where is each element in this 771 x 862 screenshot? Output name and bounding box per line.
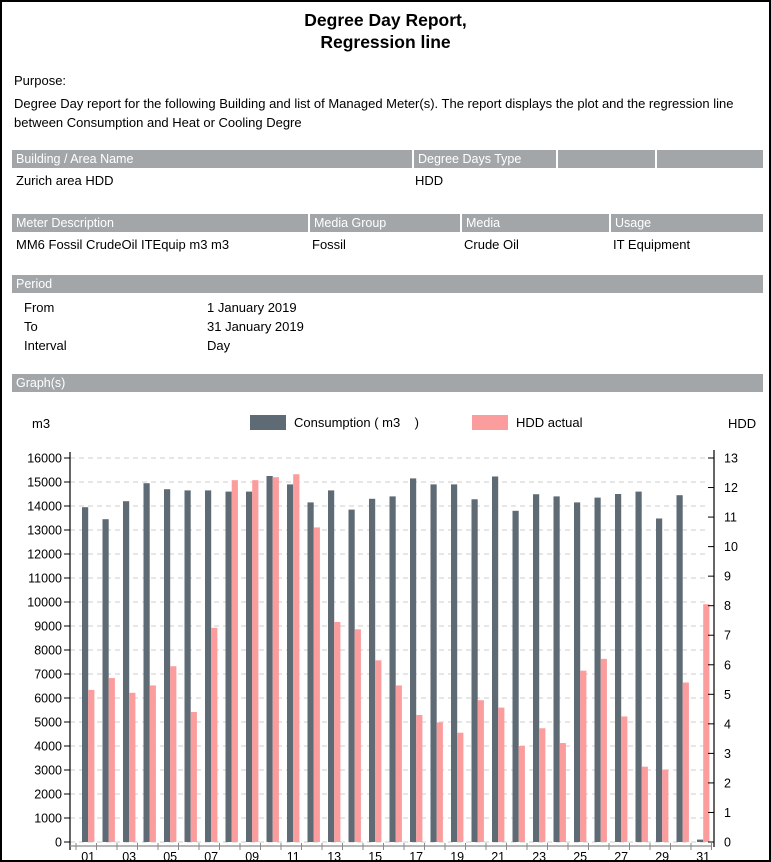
degree-days-type-value: HDD bbox=[415, 173, 444, 188]
consumption-bar bbox=[554, 496, 560, 842]
right-axis-tick-label: 7 bbox=[724, 628, 731, 643]
consumption-bar bbox=[103, 519, 109, 842]
hdd-bar bbox=[334, 622, 340, 842]
hdd-bar bbox=[642, 767, 648, 842]
consumption-bar bbox=[82, 507, 88, 842]
report-title-line2: Regression line bbox=[320, 32, 451, 52]
hdd-bar bbox=[273, 477, 279, 842]
x-axis-label: 07 bbox=[204, 850, 219, 862]
hdd-bar bbox=[191, 712, 197, 842]
left-axis-tick-label: 13000 bbox=[27, 523, 62, 538]
building-table-header bbox=[12, 150, 763, 168]
consumption-bar bbox=[349, 510, 355, 842]
hdd-bar bbox=[519, 746, 525, 842]
x-axis-label: 29 bbox=[655, 850, 670, 862]
right-axis-tick-label: 10 bbox=[724, 540, 738, 555]
x-axis-label: 31 bbox=[696, 850, 711, 862]
left-axis-tick-label: 1000 bbox=[34, 811, 62, 826]
period-interval-value: Day bbox=[207, 338, 231, 353]
consumption-bar bbox=[697, 840, 703, 842]
hdd-bar bbox=[293, 474, 299, 842]
media-group-value: Fossil bbox=[312, 237, 346, 252]
consumption-bar bbox=[656, 518, 662, 842]
hdd-bar bbox=[539, 728, 545, 842]
right-axis-tick-label: 0 bbox=[724, 835, 731, 850]
left-axis-tick-label: 10000 bbox=[27, 595, 62, 610]
right-axis-tick-label: 4 bbox=[724, 717, 731, 732]
building-table-header-empty1 bbox=[556, 150, 655, 168]
left-axis-tick-label: 8000 bbox=[34, 643, 62, 658]
hdd-bar bbox=[498, 708, 504, 842]
hdd-bar bbox=[396, 685, 402, 842]
consumption-bar bbox=[205, 490, 211, 842]
meter-table-header bbox=[12, 214, 763, 232]
hdd-bar bbox=[232, 480, 238, 842]
consumption-bar bbox=[267, 476, 273, 842]
consumption-bar bbox=[513, 511, 519, 842]
meter-table-header-description: Meter Description bbox=[16, 216, 114, 230]
period-from-value: 1 January 2019 bbox=[207, 300, 297, 315]
hdd-legend-label: HDD actual bbox=[516, 415, 583, 430]
left-axis-tick-label: 3000 bbox=[34, 763, 62, 778]
left-axis-tick-label: 7000 bbox=[34, 667, 62, 682]
consumption-bar bbox=[492, 476, 498, 842]
right-axis-tick-label: 12 bbox=[724, 481, 738, 496]
left-axis-tick-label: 9000 bbox=[34, 619, 62, 634]
hdd-bar bbox=[437, 722, 443, 842]
building-name-value: Zurich area HDD bbox=[16, 173, 114, 188]
left-axis-tick-label: 6000 bbox=[34, 691, 62, 706]
right-axis-tick-label: 11 bbox=[724, 510, 737, 525]
left-axis-unit-label: m3 bbox=[32, 416, 51, 431]
hdd-bar bbox=[478, 700, 484, 842]
right-axis-tick-label: 13 bbox=[724, 451, 738, 466]
consumption-bar bbox=[472, 499, 478, 842]
consumption-bar bbox=[226, 492, 232, 842]
degree-day-chart bbox=[2, 394, 771, 862]
right-axis-tick-label: 5 bbox=[724, 687, 731, 702]
x-axis-label: 21 bbox=[491, 850, 506, 862]
right-axis-tick-label: 6 bbox=[724, 658, 731, 673]
left-axis-tick-label: 12000 bbox=[27, 547, 62, 562]
hdd-bar bbox=[109, 678, 115, 842]
hdd-bar bbox=[662, 770, 668, 842]
consumption-bar bbox=[431, 484, 437, 842]
chart-section bbox=[2, 394, 771, 862]
consumption-bar bbox=[185, 490, 191, 842]
period-header bbox=[12, 275, 763, 293]
consumption-legend-label: Consumption ( m3 ) bbox=[294, 415, 419, 430]
x-axis-label: 25 bbox=[573, 850, 588, 862]
hdd-bar bbox=[150, 685, 156, 842]
period-interval-label: Interval bbox=[24, 338, 67, 353]
purpose-text: Degree Day report for the following Building and list of Managed Meter(s). The report displays the plot and the regression line between Consumption and Heat or Cooling Degre bbox=[14, 96, 734, 130]
right-axis-tick-label: 1 bbox=[724, 805, 731, 820]
report-title-line1: Degree Day Report, bbox=[304, 10, 467, 30]
right-axis-tick-label: 2 bbox=[724, 776, 731, 791]
x-axis-label: 19 bbox=[450, 850, 465, 862]
usage-value: IT Equipment bbox=[613, 237, 691, 252]
x-axis-label: 17 bbox=[409, 850, 424, 862]
period-interval-row bbox=[24, 336, 67, 355]
hdd-bar bbox=[170, 666, 176, 842]
building-table-header-name: Building / Area Name bbox=[16, 152, 134, 166]
hdd-bar bbox=[129, 693, 135, 842]
hdd-bar bbox=[416, 715, 422, 842]
hdd-bar bbox=[560, 743, 566, 842]
meter-description-value: MM6 Fossil CrudeOil ITEquip m3 m3 bbox=[16, 237, 230, 252]
consumption-bar bbox=[246, 492, 252, 842]
period-to-value: 31 January 2019 bbox=[207, 319, 304, 334]
meter-table-header-media: Media bbox=[460, 214, 609, 232]
x-axis-label: 05 bbox=[163, 850, 178, 862]
x-axis-label: 01 bbox=[81, 850, 96, 862]
consumption-bar bbox=[533, 494, 539, 842]
period-header-label: Period bbox=[16, 277, 53, 291]
consumption-bar bbox=[123, 501, 129, 842]
consumption-bar bbox=[451, 484, 457, 842]
left-axis-tick-label: 11000 bbox=[28, 571, 62, 586]
media-value: Crude Oil bbox=[464, 237, 519, 252]
consumption-bar bbox=[369, 499, 375, 842]
consumption-bar bbox=[390, 496, 396, 842]
consumption-bar bbox=[144, 483, 150, 842]
hdd-bar bbox=[457, 733, 463, 842]
hdd-bar bbox=[621, 716, 627, 842]
left-axis-tick-label: 16000 bbox=[27, 451, 62, 466]
consumption-bar bbox=[287, 484, 293, 842]
right-axis-unit-label: HDD bbox=[728, 416, 757, 431]
right-axis-tick-label: 3 bbox=[724, 746, 731, 761]
purpose-label: Purpose: bbox=[14, 73, 67, 88]
x-axis-label: 15 bbox=[368, 850, 383, 862]
hdd-bar bbox=[703, 604, 709, 842]
meter-table-header-media-group: Media Group bbox=[308, 214, 460, 232]
hdd-bar bbox=[314, 527, 320, 842]
building-table-header-empty2 bbox=[655, 150, 763, 168]
consumption-bar bbox=[677, 495, 683, 842]
consumption-bar bbox=[328, 490, 334, 842]
x-axis-label: 09 bbox=[245, 850, 260, 862]
right-axis-tick-label: 9 bbox=[724, 569, 731, 584]
consumption-bar bbox=[595, 498, 601, 842]
meter-table-row bbox=[12, 235, 763, 255]
meter-table-header-usage: Usage bbox=[609, 214, 763, 232]
graphs-header bbox=[12, 374, 763, 392]
consumption-bar bbox=[164, 489, 170, 842]
hdd-bar bbox=[580, 671, 586, 842]
left-axis-tick-label: 15000 bbox=[27, 475, 62, 490]
period-from-label: From bbox=[24, 300, 55, 315]
left-axis-tick-label: 4000 bbox=[34, 739, 62, 754]
x-axis-label: 27 bbox=[614, 850, 629, 862]
period-from-row bbox=[24, 298, 54, 317]
left-axis-tick-label: 5000 bbox=[34, 715, 62, 730]
period-to-label: To bbox=[24, 319, 38, 334]
hdd-bar bbox=[355, 629, 361, 842]
x-axis-label: 03 bbox=[122, 850, 137, 862]
x-axis-label: 11 bbox=[286, 850, 300, 862]
x-axis-label: 23 bbox=[532, 850, 547, 862]
consumption-bar bbox=[308, 502, 314, 842]
left-axis-tick-label: 2000 bbox=[34, 787, 62, 802]
left-axis-tick-label: 0 bbox=[55, 835, 62, 850]
consumption-bar bbox=[615, 494, 621, 842]
hdd-bar bbox=[601, 659, 607, 842]
consumption-bar bbox=[636, 492, 642, 842]
left-axis-tick-label: 14000 bbox=[27, 499, 62, 514]
building-table-header-ddtype: Degree Days Type bbox=[412, 150, 556, 168]
hdd-bar bbox=[683, 682, 689, 842]
graphs-header-label: Graph(s) bbox=[16, 376, 66, 390]
consumption-bar bbox=[574, 502, 580, 842]
x-axis-label: 13 bbox=[327, 850, 342, 862]
consumption-bar bbox=[410, 478, 416, 842]
right-axis-tick-label: 8 bbox=[724, 599, 731, 614]
report-title bbox=[2, 9, 769, 53]
period-to-row bbox=[24, 317, 38, 336]
hdd-bar bbox=[252, 480, 258, 842]
hdd-bar bbox=[88, 690, 94, 842]
hdd-bar bbox=[375, 660, 381, 842]
hdd-bar bbox=[211, 628, 217, 842]
building-table-row bbox=[12, 171, 763, 191]
